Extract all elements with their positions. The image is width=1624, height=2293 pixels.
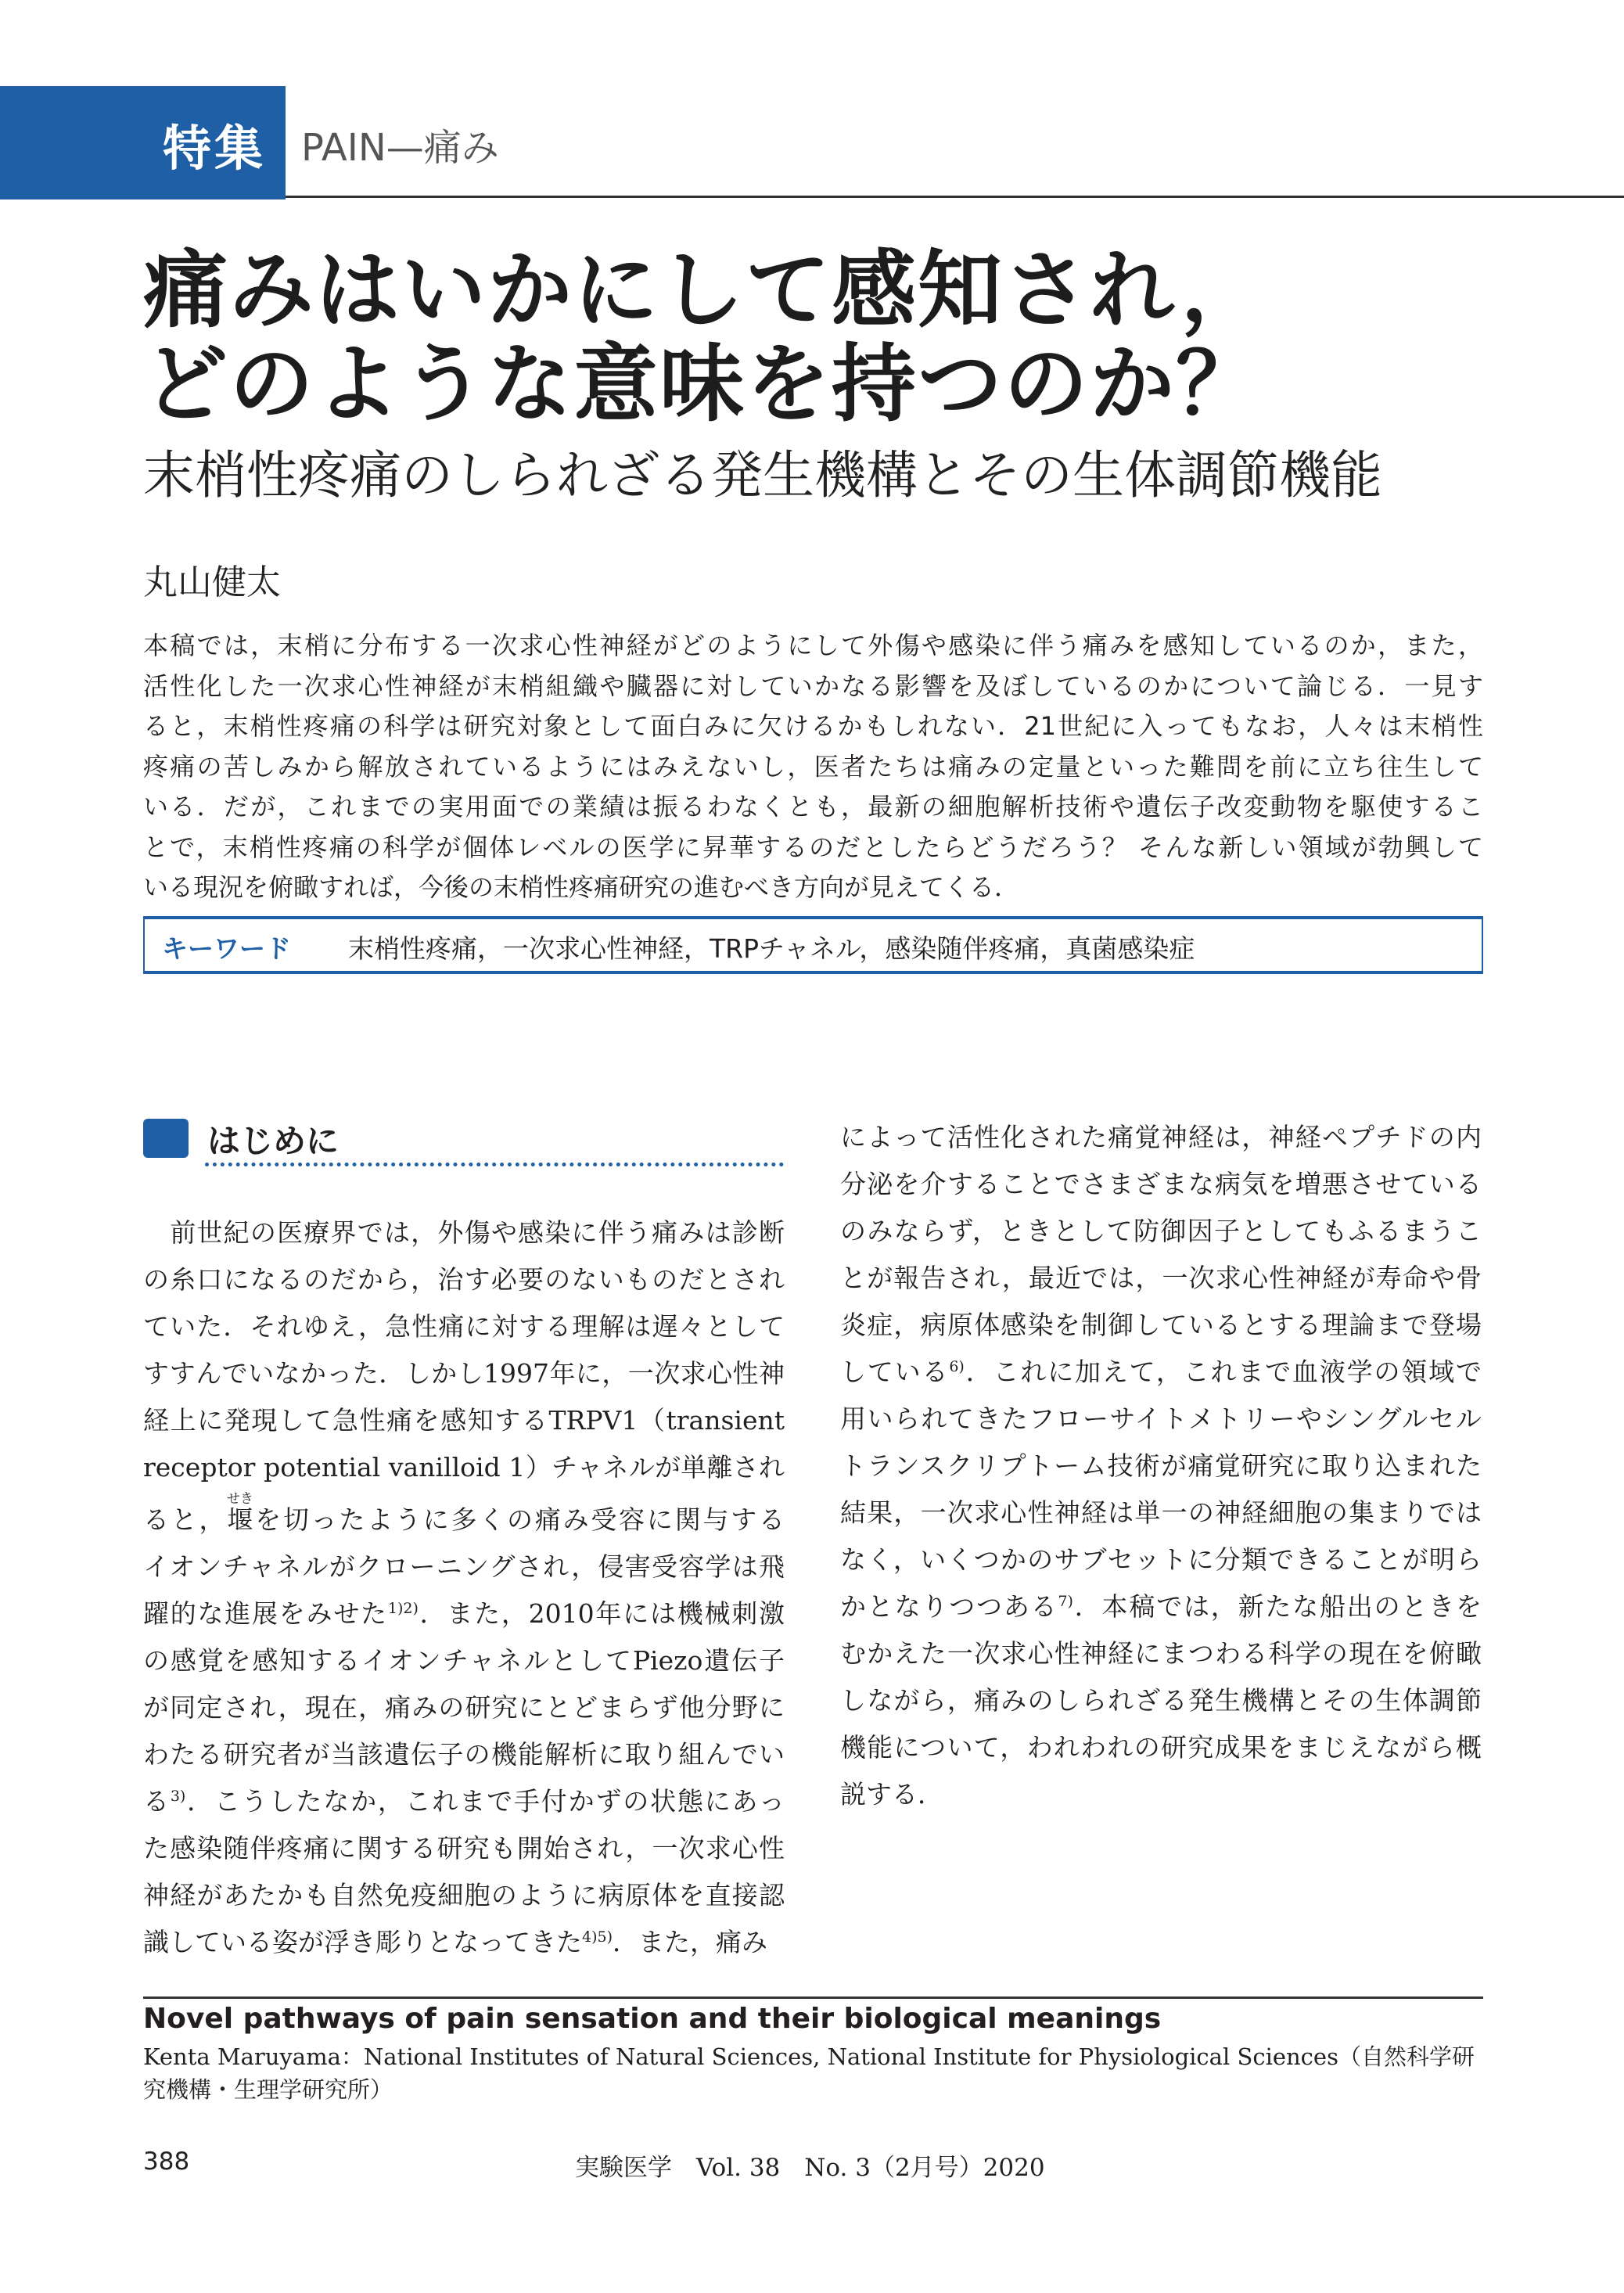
body-line xyxy=(143,1397,785,1444)
text-run: が同定され，現在，痛みの研究にとどまらず他分野に xyxy=(143,1692,785,1723)
body-line xyxy=(143,1350,785,1397)
text-run: ．これに加えて，これまで血液学の領域で xyxy=(964,1357,1482,1387)
text-run: ．こうしたなか，これまで手付かずの状態にあっ xyxy=(185,1786,785,1817)
body-line xyxy=(840,1443,1482,1490)
body-line xyxy=(143,1544,785,1590)
article-title-line-1: 痛みはいかにして感知され， xyxy=(143,242,1267,340)
body-line xyxy=(143,1209,785,1256)
abstract-line: いる．だが，これまでの実用面での業績は振るわなくとも，最新の細胞解析技術や遺伝子改変動物を駆使するこ xyxy=(143,792,1483,821)
footer-rule xyxy=(143,1996,1483,1999)
body-line xyxy=(840,1630,1482,1677)
keywords-box xyxy=(143,916,1483,974)
journal-citation: 実験医学 Vol. 38 No. 3（2月号）2020 xyxy=(575,2154,1045,2182)
text-run: トランスクリプトーム技術が痛覚研究に取り込まれた xyxy=(840,1450,1482,1481)
text-run: 識している姿が浮き彫りとなってきた xyxy=(143,1927,582,1957)
text-run: わたる研究者が当該遺伝子の機能解析に取り組んでい xyxy=(143,1739,785,1770)
text-run: イオンチャネルがクローニングされ，侵害受容学は飛 xyxy=(143,1551,785,1582)
text-run: 分泌を介することでさまざまな病気を増悪させている xyxy=(840,1169,1482,1199)
ruby-reading: せき xyxy=(226,1491,253,1507)
author-name: 丸山健太 xyxy=(143,562,281,602)
body-line xyxy=(840,1114,1482,1161)
text-run: る xyxy=(143,1786,171,1817)
abstract-line: ると，末梢性疼痛の科学は研究対象として面白みに欠けるかもしれない．21世紀に入ってもなお，人々は末梢性 xyxy=(143,711,1483,741)
body-line xyxy=(840,1161,1482,1208)
text-run: している xyxy=(840,1357,950,1387)
citation-ref: 7) xyxy=(1058,1593,1073,1610)
abstract-line: いる現況を俯瞰すれば，今後の末梢性疼痛研究の進むべき方向が見えてくる． xyxy=(143,872,1020,902)
text-run: ると， xyxy=(143,1504,228,1535)
ruby-base: 堰 xyxy=(226,1504,253,1535)
body-column-right xyxy=(840,1114,1482,1818)
text-run: の感覚を感知するイオンチャネルとしてPiezo遺伝子 xyxy=(143,1645,785,1676)
citation-ref: 4)5) xyxy=(582,1928,613,1946)
body-line xyxy=(143,1919,785,1966)
body-line xyxy=(143,1256,785,1303)
body-line xyxy=(840,1255,1482,1302)
section-marker-icon xyxy=(143,1119,189,1158)
body-column-left xyxy=(143,1209,785,1966)
series-title: PAIN—痛み xyxy=(301,126,499,170)
citation-ref: 3) xyxy=(170,1788,186,1805)
body-line xyxy=(143,1825,785,1872)
keywords-text: 末梢性疼痛，一次求心性神経，TRPチャネル，感染随伴疼痛，真菌感染症 xyxy=(348,933,1195,964)
body-line xyxy=(143,1637,785,1684)
body-line xyxy=(840,1302,1482,1349)
body-line xyxy=(840,1490,1482,1536)
body-line xyxy=(840,1536,1482,1583)
body-line xyxy=(840,1677,1482,1724)
abstract-line: 疼痛の苦しみから解放されているようにはみえないし，医者たちは痛みの定量といった難問を前に立ち往生して xyxy=(143,751,1483,782)
body-line xyxy=(840,1583,1482,1630)
text-run: 経上に発現して急性痛を感知するTRPV1（transient xyxy=(143,1405,785,1436)
text-run: ていた．それゆえ，急性痛に対する理解は遅々として xyxy=(143,1311,785,1342)
body-line xyxy=(840,1724,1482,1771)
body-line xyxy=(143,1778,785,1825)
text-run: ．本稿では，新たな船出のときを xyxy=(1072,1591,1482,1622)
body-line xyxy=(840,1349,1482,1396)
feature-badge-label: 特集 xyxy=(162,120,266,177)
article-title-line-2: どのような意味を持つのか？ xyxy=(143,336,1263,433)
page-number: 388 xyxy=(143,2147,190,2176)
text-run: の糸口になるのだから，治す必要のないものだとされ xyxy=(143,1264,785,1295)
header-rule xyxy=(286,196,1624,198)
abstract-line: 活性化した一次求心性神経が末梢組織や臓器に対していかなる影響を及ぼしているのかについて論じる．一見す xyxy=(143,670,1483,701)
text-run: によって活性化された痛覚神経は，神経ペプチドの内 xyxy=(840,1122,1482,1152)
ruby-word xyxy=(226,1491,253,1535)
text-run: のみならず，ときとして防御因子としてもふるまうこ xyxy=(840,1216,1482,1246)
text-run: 炎症，病原体感染を制御しているとする理論まで登場 xyxy=(840,1310,1482,1340)
text-run: しながら，痛みのしられざる発生機構とその生体調節 xyxy=(840,1685,1482,1716)
abstract-line: とで，末梢性疼痛の科学が個体レベルの医学に昇華するのだとしたらどうだろう？ そんな新しい領域が勃興して xyxy=(143,832,1483,862)
body-line xyxy=(143,1872,785,1919)
feature-badge xyxy=(0,86,286,199)
body-line xyxy=(840,1396,1482,1443)
author-affiliation: Kenta Maruyama：National Institutes of Natural Sciences, National Institute for Physiological Sciences（自然科学研究機構・生理学研究所） xyxy=(143,2043,1475,2103)
body-line xyxy=(143,1444,785,1491)
text-run: receptor potential vanilloid 1）チャネルが単離され xyxy=(143,1452,785,1483)
text-run: かとなりつつある xyxy=(840,1591,1058,1622)
text-run: た感染随伴疼痛に関する研究も開始され，一次求心性 xyxy=(143,1833,785,1864)
section-dotted-rule xyxy=(205,1163,784,1166)
body-line xyxy=(840,1208,1482,1255)
body-line xyxy=(840,1771,1482,1818)
text-run: 神経があたかも自然免疫細胞のように病原体を直接認 xyxy=(143,1880,785,1910)
text-run: とが報告され，最近では，一次求心性神経が寿命や骨 xyxy=(840,1263,1482,1293)
body-line xyxy=(143,1684,785,1731)
english-title: Novel pathways of pain sensation and their biological meanings xyxy=(143,2003,1162,2035)
text-run: ．また，2010年には機械刺激 xyxy=(418,1598,785,1629)
text-run: なく，いくつかのサブセットに分類できることが明ら xyxy=(840,1544,1482,1575)
text-run: ．また，痛み xyxy=(613,1927,768,1957)
body-line xyxy=(143,1303,785,1350)
body-line xyxy=(143,1491,785,1544)
text-run: を切ったように多くの痛み受容に関与する xyxy=(253,1504,785,1535)
text-run: 機能について，われわれの研究成果をまじえながら概 xyxy=(840,1732,1482,1763)
text-run: すすんでいなかった．しかし1997年に，一次求心性神 xyxy=(143,1358,785,1389)
keywords-label: キーワード xyxy=(162,933,291,964)
article-subtitle: 末梢性疼痛のしられざる発生機構とその生体調節機能 xyxy=(143,445,1382,505)
text-run: むかえた一次求心性神経にまつわる科学の現在を俯瞰 xyxy=(840,1638,1482,1669)
body-line xyxy=(143,1590,785,1637)
citation-ref: 1)2) xyxy=(387,1600,419,1617)
text-run: 前世紀の医療界では，外傷や感染に伴う痛みは診断 xyxy=(143,1217,785,1248)
text-run: 説する． xyxy=(840,1779,943,1810)
text-run: 用いられてきたフローサイトメトリーやシングルセル xyxy=(840,1403,1482,1434)
body-line xyxy=(143,1731,785,1778)
abstract xyxy=(143,626,1483,908)
citation-ref: 6) xyxy=(949,1358,965,1375)
text-run: 躍的な進展をみせた xyxy=(143,1598,388,1629)
section-heading: はじめに xyxy=(207,1122,340,1160)
abstract-line: 本稿では，末梢に分布する一次求心性神経がどのようにして外傷や感染に伴う痛みを感知しているのか，また， xyxy=(143,631,1483,660)
text-run: 結果，一次求心性神経は単一の神経細胞の集まりでは xyxy=(840,1497,1482,1528)
